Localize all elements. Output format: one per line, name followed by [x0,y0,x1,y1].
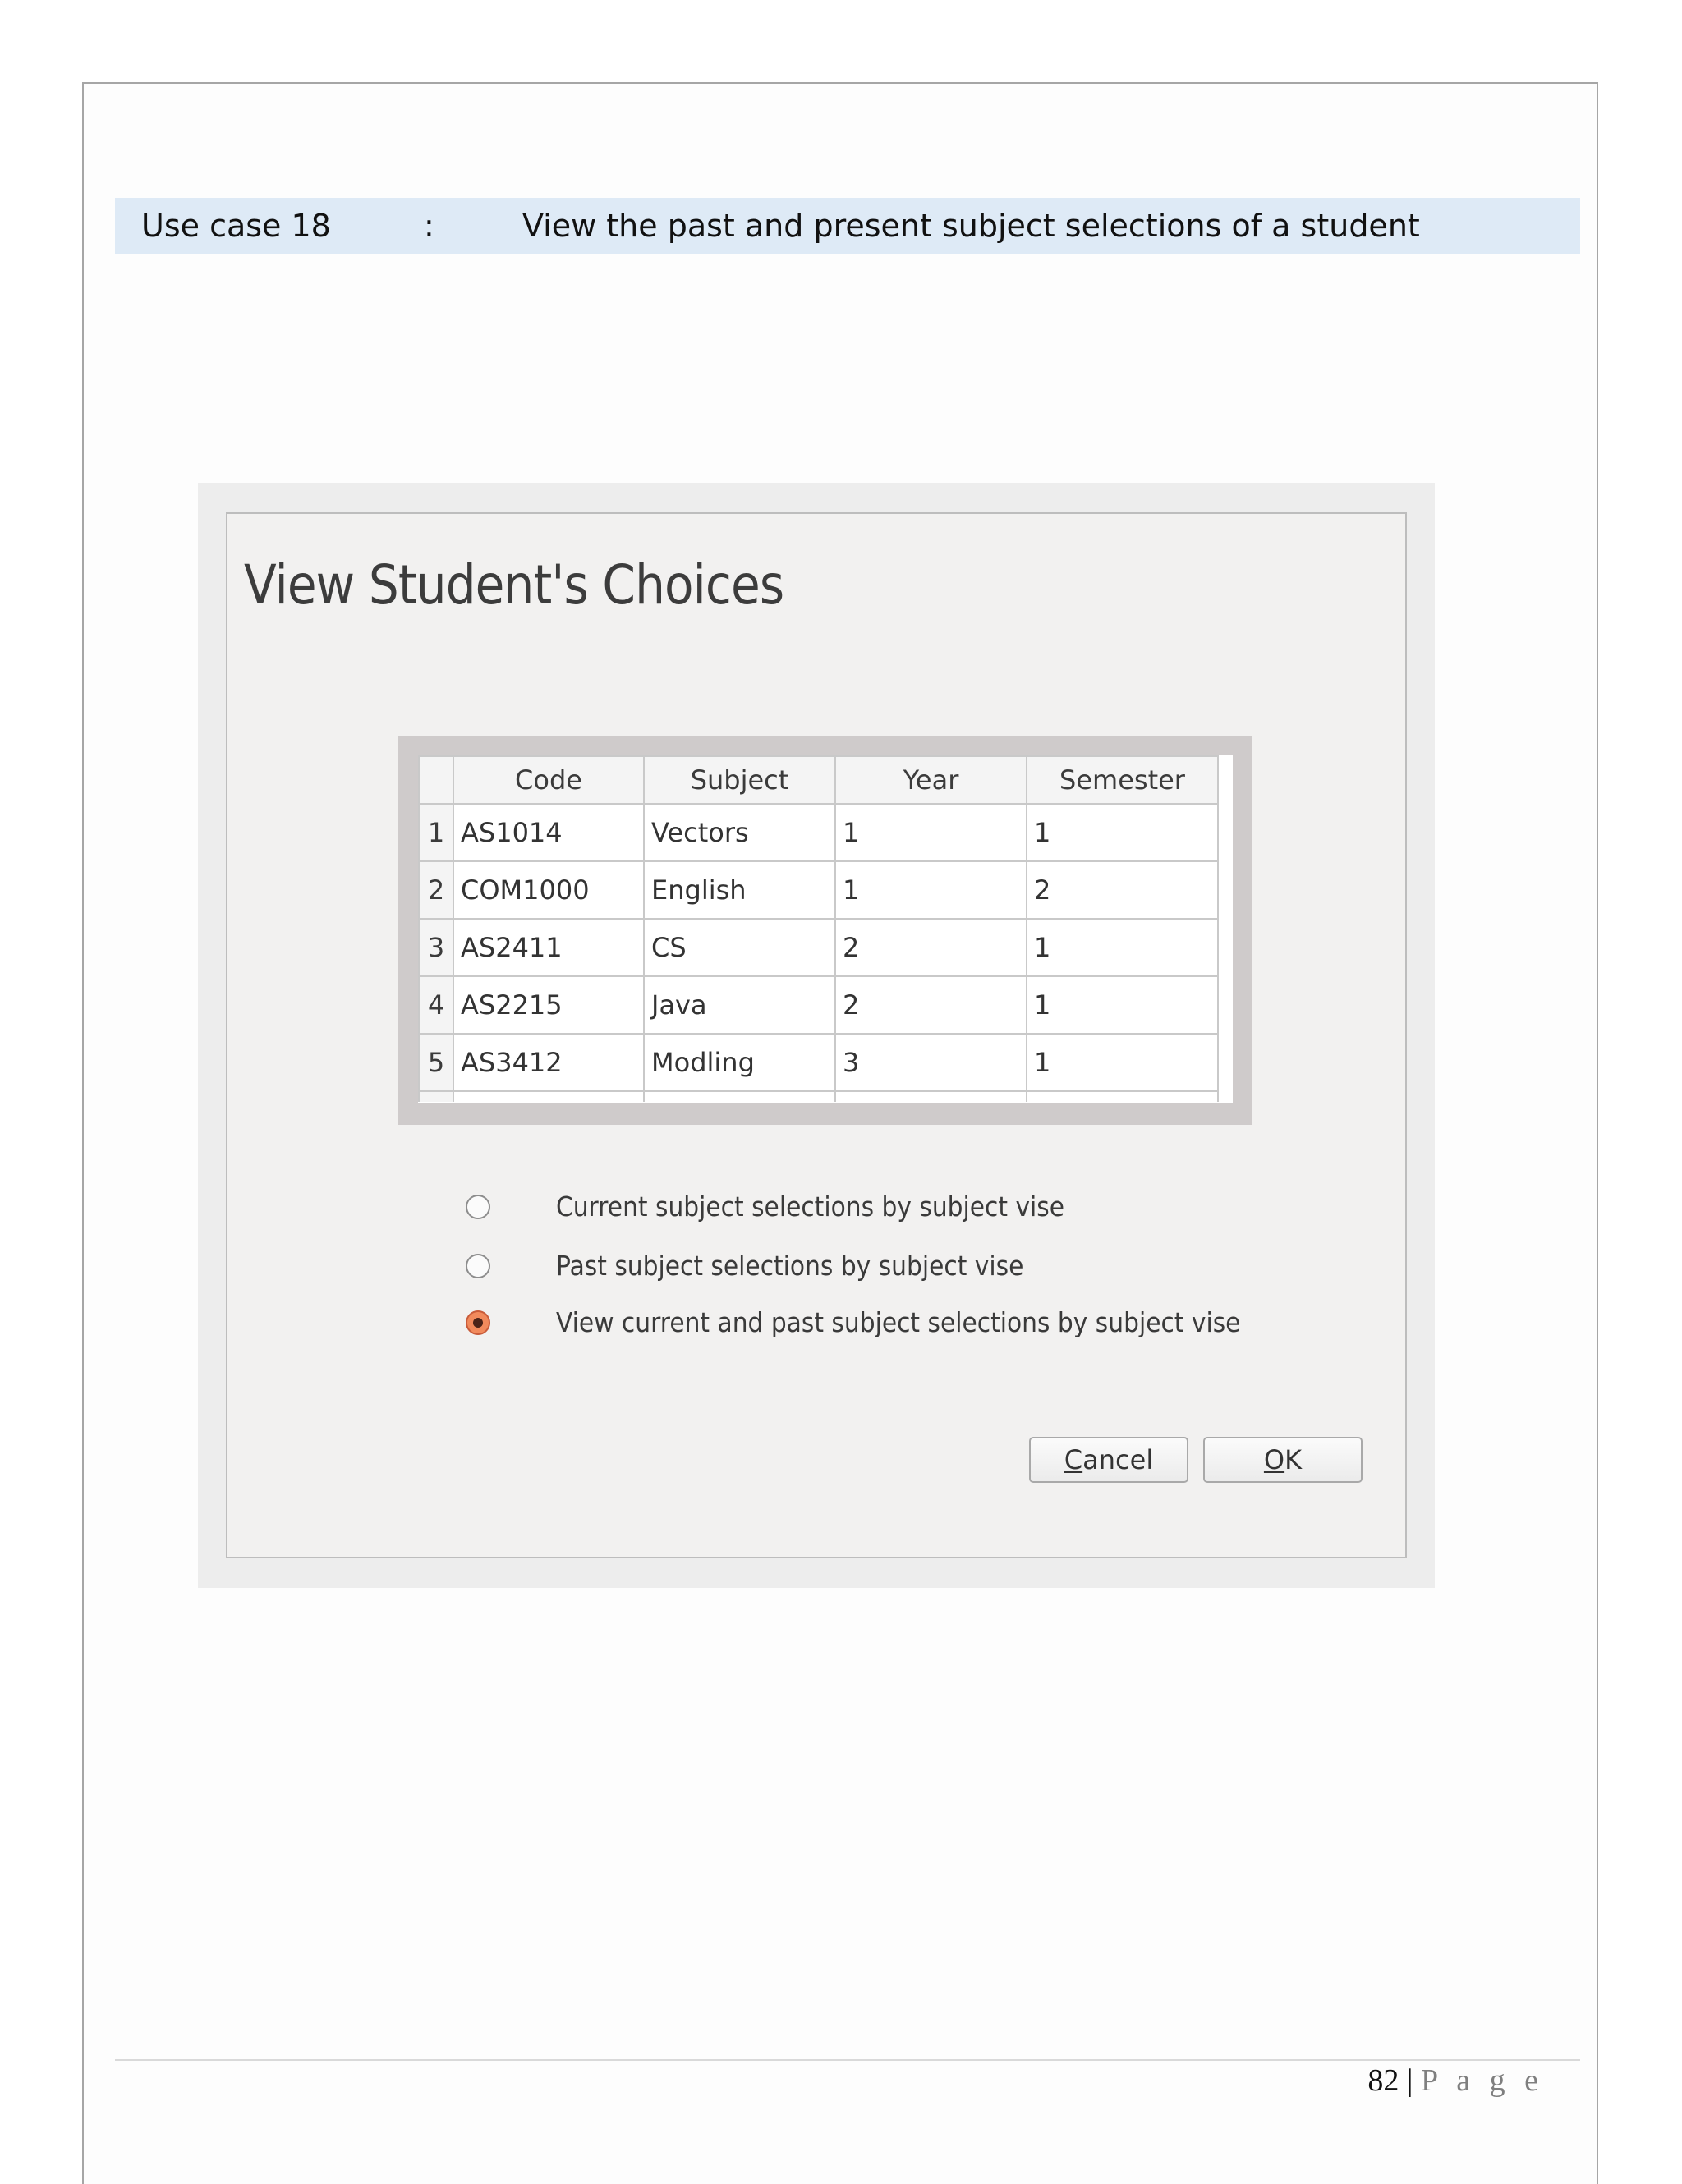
cell-empty [453,1091,644,1102]
cell-year[interactable]: 1 [835,861,1027,919]
row-number: 5 [419,1034,453,1091]
use-case-label: Use case 18 [141,208,331,244]
embedded-screenshot [198,483,1435,1588]
radio-current-and-past-selections[interactable] [466,1303,1287,1344]
cell-subject[interactable]: CS [644,919,835,976]
table-row[interactable] [419,804,1218,861]
radio-button-selected[interactable] [466,1310,490,1335]
column-header-code[interactable]: Code [453,756,644,804]
cell-year[interactable]: 1 [835,804,1027,861]
table-row[interactable] [419,976,1218,1034]
cell-semester[interactable]: 1 [1027,919,1218,976]
dialog-title: View Student's Choices [244,553,784,617]
radio-button[interactable] [466,1195,490,1219]
cell-empty [835,1091,1027,1102]
ok-label: K [1284,1444,1303,1475]
table-row-partial [419,1091,1218,1102]
table-row[interactable] [419,861,1218,919]
ok-button[interactable] [1203,1437,1363,1483]
radio-current-selections[interactable] [466,1187,1287,1228]
radio-past-selections[interactable] [466,1246,1287,1287]
cell-code[interactable]: AS2215 [453,976,644,1034]
cell-semester[interactable]: 1 [1027,804,1218,861]
cell-subject[interactable]: Java [644,976,835,1034]
row-number: 4 [419,976,453,1034]
cell-subject[interactable]: Vectors [644,804,835,861]
cell-year[interactable]: 3 [835,1034,1027,1091]
cell-semester[interactable]: 2 [1027,861,1218,919]
ok-mnemonic: O [1263,1444,1285,1475]
row-number [419,1091,453,1102]
cell-empty [644,1091,835,1102]
cell-code[interactable]: COM1000 [453,861,644,919]
row-number: 3 [419,919,453,976]
table-row[interactable] [419,1034,1218,1091]
column-header-semester[interactable]: Semester [1027,756,1218,804]
cell-code[interactable]: AS3412 [453,1034,644,1091]
cell-year[interactable]: 2 [835,976,1027,1034]
page-number-value: 82 [1367,2063,1399,2098]
column-header-subject[interactable]: Subject [644,756,835,804]
page-word: P a g e [1421,2063,1544,2098]
page-number-divider: | [1406,2063,1413,2098]
use-case-header [115,198,1580,254]
column-header-year[interactable]: Year [835,756,1027,804]
cancel-label: ancel [1082,1444,1154,1475]
cell-semester[interactable]: 1 [1027,976,1218,1034]
choices-table [418,755,1219,1102]
use-case-separator: : [424,208,434,244]
row-number: 2 [419,861,453,919]
cell-code[interactable]: AS2411 [453,919,644,976]
cell-code[interactable]: AS1014 [453,804,644,861]
cancel-mnemonic: C [1064,1444,1083,1475]
table-frame [398,736,1252,1125]
cell-semester[interactable]: 1 [1027,1034,1218,1091]
table-header-row [419,756,1218,804]
cell-empty [1027,1091,1218,1102]
cell-subject[interactable]: English [644,861,835,919]
use-case-title: View the past and present subject selections of a student [522,208,1420,244]
table-viewport[interactable] [418,755,1233,1103]
radio-label: Current subject selections by subject vise [556,1191,1065,1223]
row-number: 1 [419,804,453,861]
cell-year[interactable]: 2 [835,919,1027,976]
cell-subject[interactable]: Modling [644,1034,835,1091]
radio-label: View current and past subject selections by subject vise [556,1306,1241,1338]
footer-divider [115,2059,1580,2061]
page-number [1367,2062,1544,2099]
dialog-window [226,512,1407,1558]
corner-header [419,756,453,804]
radio-label: Past subject selections by subject vise [556,1250,1024,1282]
cancel-button[interactable] [1029,1437,1188,1483]
radio-button[interactable] [466,1254,490,1278]
table-row[interactable] [419,919,1218,976]
